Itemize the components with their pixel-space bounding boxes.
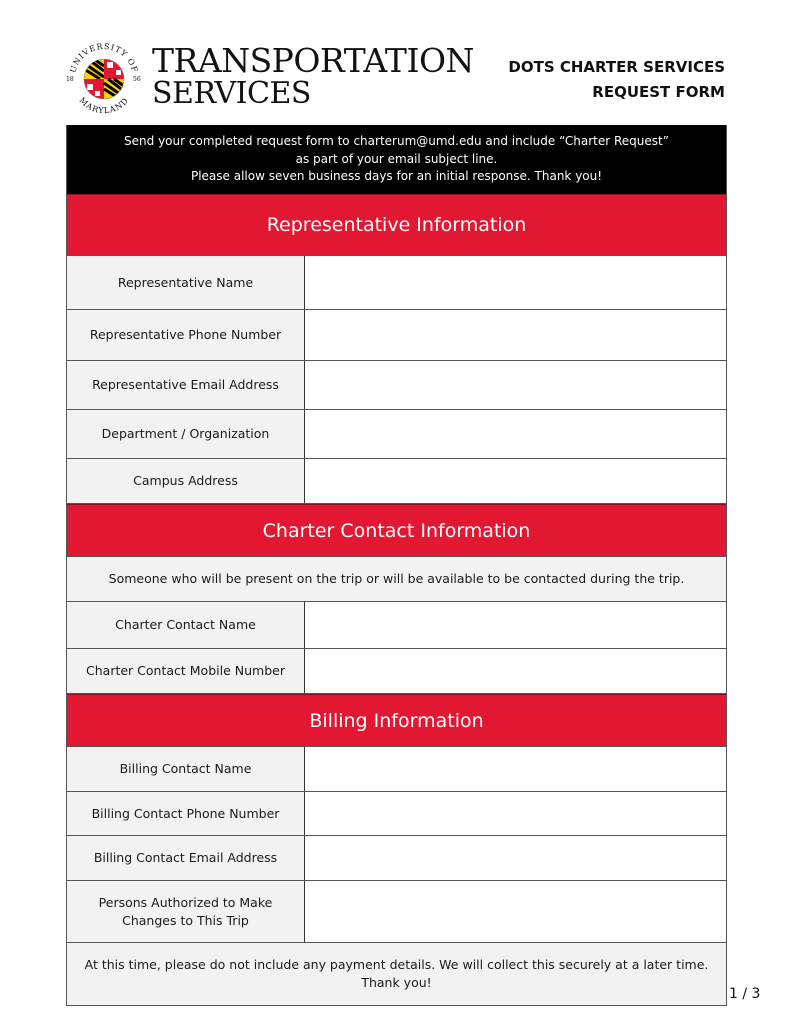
seal-bottom-text: MARYLAND (77, 95, 131, 114)
seal-year-left: 18 (66, 76, 74, 83)
department-organization-input[interactable] (305, 410, 726, 458)
page-indicator: 1 / 3 (729, 986, 761, 1002)
billing-contact-phone-input[interactable] (305, 792, 726, 835)
charter-contact-mobile-input[interactable] (305, 649, 726, 693)
form-row (67, 881, 726, 943)
brand-wordmark (152, 41, 474, 111)
billing-contact-email-input[interactable] (305, 836, 726, 880)
instructions-line-3: Please allow seven business days for an initial response. Thank you! (190, 169, 603, 183)
charter-request-form (66, 125, 727, 1006)
representative-phone-input[interactable] (305, 310, 726, 360)
field-label: Charter Contact Name (67, 602, 305, 648)
brand-line-2: SERVICES (152, 76, 311, 111)
field-label: Representative Email Address (67, 361, 305, 409)
form-row (67, 649, 726, 694)
field-label: Charter Contact Mobile Number (67, 649, 305, 693)
form-row (67, 410, 726, 459)
field-label: Representative Phone Number (67, 310, 305, 360)
field-label: Persons Authorized to Make Changes to This Trip (67, 881, 305, 942)
instructions-banner (67, 125, 726, 194)
form-row (67, 792, 726, 836)
instructions-line-1: Send your completed request form to charterum@umd.edu and include “Charter Request” (124, 134, 669, 148)
field-label: Campus Address (67, 459, 305, 503)
field-label: Department / Organization (67, 410, 305, 458)
section-header-charter-contact: Charter Contact Information (67, 504, 726, 557)
form-row (67, 602, 726, 649)
payment-footnote (67, 943, 726, 1005)
form-title-line-1: DOTS CHARTER SERVICES (508, 58, 725, 76)
campus-address-input[interactable] (305, 459, 726, 503)
form-title-line-2: REQUEST FORM (592, 83, 725, 101)
representative-name-input[interactable] (305, 256, 726, 309)
form-row (67, 256, 726, 310)
field-label: Representative Name (67, 256, 305, 309)
payment-footnote-line-2: Thank you! (361, 975, 432, 990)
form-title (508, 55, 725, 105)
form-row (67, 836, 726, 881)
instructions-line-2: as part of your email subject line. (295, 151, 498, 166)
university-seal-icon (63, 40, 145, 114)
field-label: Billing Contact Name (67, 747, 305, 791)
billing-contact-name-input[interactable] (305, 747, 726, 791)
authorized-persons-input[interactable] (305, 881, 726, 942)
section-header-representative: Representative Information (67, 194, 726, 256)
section-header-billing: Billing Information (67, 694, 726, 747)
page-header (0, 0, 791, 125)
form-row (67, 459, 726, 504)
form-row (67, 310, 726, 361)
field-label: Billing Contact Phone Number (67, 792, 305, 835)
seal-top-text: UNIVERSITY OF (68, 41, 140, 74)
representative-email-input[interactable] (305, 361, 726, 409)
brand-line-1: TRANSPORTATION (152, 41, 474, 80)
form-row (67, 747, 726, 792)
charter-contact-name-input[interactable] (305, 602, 726, 648)
charter-contact-note: Someone who will be present on the trip or will be available to be contacted during the trip. (67, 557, 726, 602)
seal-year-right: 56 (133, 76, 141, 83)
payment-footnote-line-1: At this time, please do not include any payment details. We will collect this securely at a later time. (84, 957, 709, 972)
field-label: Billing Contact Email Address (67, 836, 305, 880)
form-row (67, 361, 726, 410)
